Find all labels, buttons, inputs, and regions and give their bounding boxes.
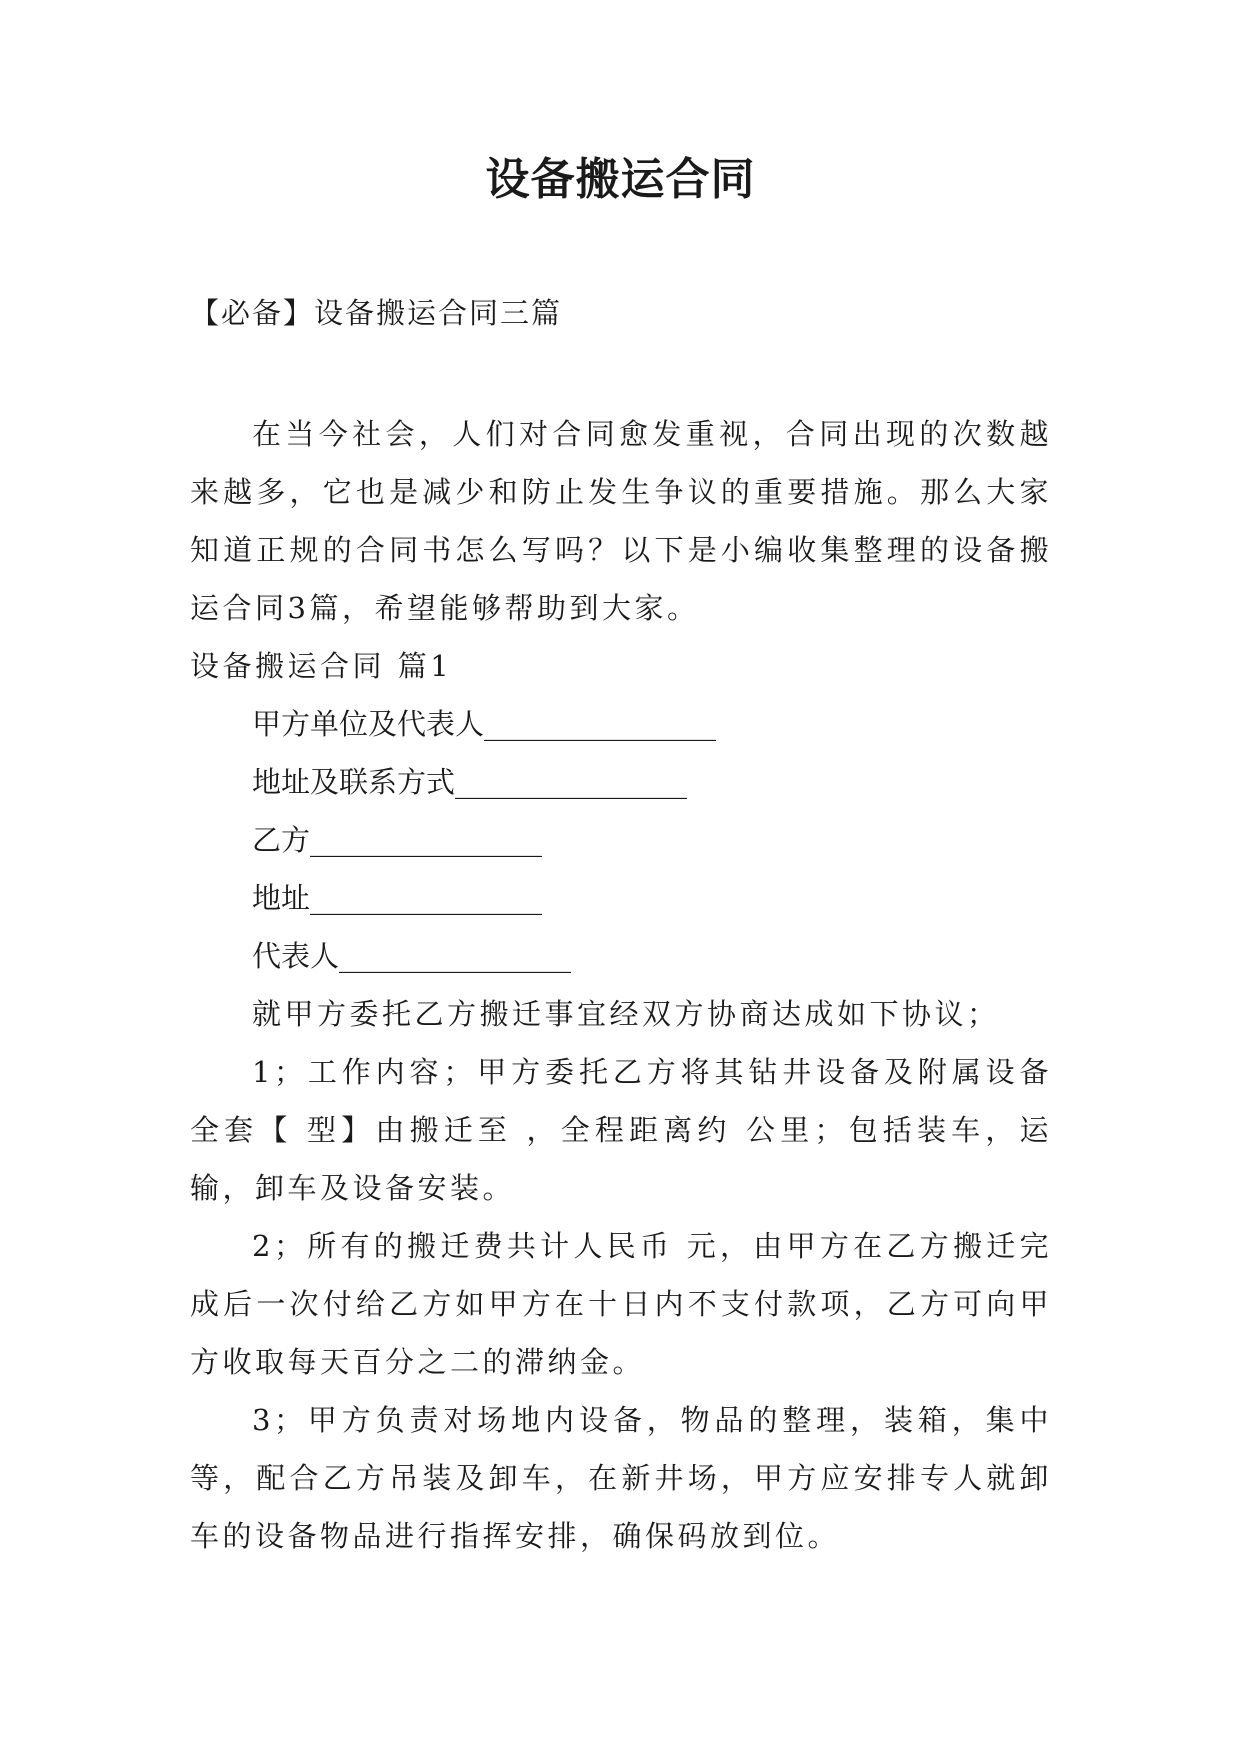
document-title: 设备搬运合同 — [485, 154, 756, 205]
party-a-field: 甲方单位及代表人________________ — [252, 707, 717, 741]
address-field: 地址________________ — [252, 881, 543, 915]
agreement-intro: 就甲方委托乙方搬迁事宜经双方协商达成如下协议； — [252, 997, 1000, 1031]
party-b-field: 乙方________________ — [252, 823, 543, 857]
clause-3: 3；甲方负责对场地内设备，物品的整理，装箱，集中等，配合乙方吊装及卸车，在新井场，甲方应安排专人就卸车的设备物品进行指挥安排，确保码放到位。 — [190, 1403, 1052, 1553]
representative-field: 代表人________________ — [252, 939, 572, 973]
document-body — [190, 405, 1052, 1565]
document-subtitle: 【必备】设备搬运合同三篇 — [190, 296, 563, 330]
clause-2: 2；所有的搬迁费共计人民币 元，由甲方在乙方搬迁完成后一次付给乙方如甲方在十日内不支付款项，乙方可向甲方收取每天百分之二的滞纳金。 — [190, 1229, 1052, 1379]
address-contact-field: 地址及联系方式________________ — [252, 765, 688, 799]
section-heading: 设备搬运合同 篇1 — [190, 649, 453, 683]
clause-1: 1；工作内容；甲方委托乙方将其钻井设备及附属设备全套【 型】由搬迁至 ，全程距离约 公里；包括装车，运输，卸车及设备安装。 — [190, 1055, 1052, 1205]
intro-paragraph: 在当今社会，人们对合同愈发重视，合同出现的次数越来越多，它也是减少和防止发生争议的重要措施。那么大家知道正规的合同书怎么写吗？以下是小编收集整理的设备搬运合同3篇，希望能够帮助到大家。 — [190, 417, 1052, 625]
